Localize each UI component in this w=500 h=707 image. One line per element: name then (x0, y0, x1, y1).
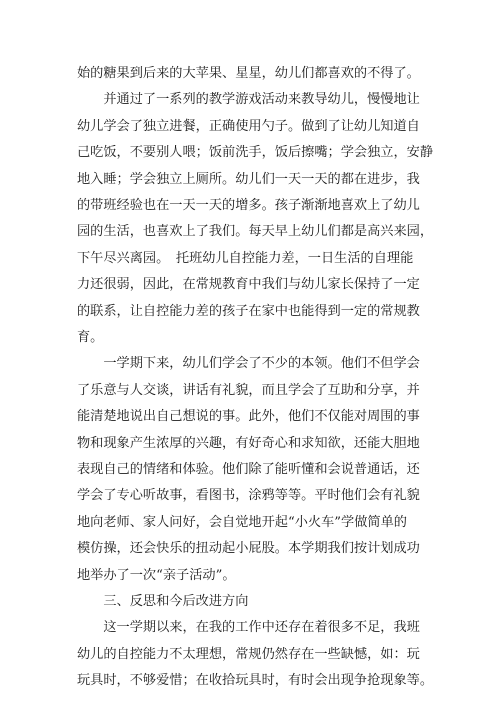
text-line: 园的生活，也喜欢上了我们。每天早上幼儿们都是高兴来园， (77, 224, 434, 240)
text-line: 幼儿学会了独立进餐，正确使用勺子。做到了让幼儿知道自 (77, 118, 420, 134)
text-line: 始的糖果到后来的大苹果、星星，幼儿们都喜欢的不得了。 (77, 66, 420, 81)
text-line: 模仿操，还会快乐的扭动起小屁股。本学期我们按计划成功 (77, 541, 420, 557)
text-line: 幼儿的自控能力不太理想，常规仍然存在一些缺憾，如：玩 (77, 646, 420, 662)
text-line: 一学期下来，幼儿们学会了不少的本领。他们不但学会 (77, 356, 420, 372)
text-line: 学会了专心听故事，看图书，涂鸦等等。平时他们会有礼貌 (77, 488, 420, 504)
text-line: 下午尽兴离园。 托班幼儿自控能力差，一日生活的自理能 (77, 250, 414, 266)
text-line: 地入睡；学会独立上厕所。幼儿们一天一天的都在进步，我 (77, 171, 420, 187)
text-line: 力还很弱，因此，在常规教育中我们与幼儿家长保持了一定 (77, 277, 420, 293)
text-line: 并通过了一系列的教学游戏活动来教导幼儿，慢慢地让 (77, 92, 420, 108)
text-line: 表现自己的情绪和体验。他们除了能听懂和会说普通话，还 (77, 462, 420, 477)
text-line: 己吃饭，不要别人喂；饭前洗手，饭后擦嘴；学会独立，安静 (77, 145, 434, 161)
text-line: 育。 (77, 330, 104, 345)
text-line: 地举办了一次“亲子活动”。 (77, 567, 236, 583)
text-line: 地向老师、家人问好，会自觉地开起“小火车”学做简单的 (77, 514, 407, 530)
text-line: 了乐意与人交谈，讲话有礼貌，而且学会了互助和分享，并 (77, 382, 420, 398)
text-line: 物和现象产生浓厚的兴趣，有好奇心和求知欲，还能大胆地 (77, 435, 420, 451)
text-line: 的带班经验也在一天一天的增多。孩子渐渐地喜欢上了幼儿 (77, 198, 420, 213)
section-heading: 三、反思和今后改进方向 (77, 594, 249, 609)
text-line: 的联系，让自控能力差的孩子在家中也能得到一定的常规教 (77, 303, 420, 319)
text-line: 玩具时，不够爱惜；在收拾玩具时，有时会出现争抢现象等。 (77, 673, 434, 689)
text-line: 这一学期以来，在我的工作中还存在着很多不足，我班 (77, 620, 420, 636)
text-line: 能清楚地说出自己想说的事。此外，他们不仅能对周围的事 (77, 409, 420, 425)
